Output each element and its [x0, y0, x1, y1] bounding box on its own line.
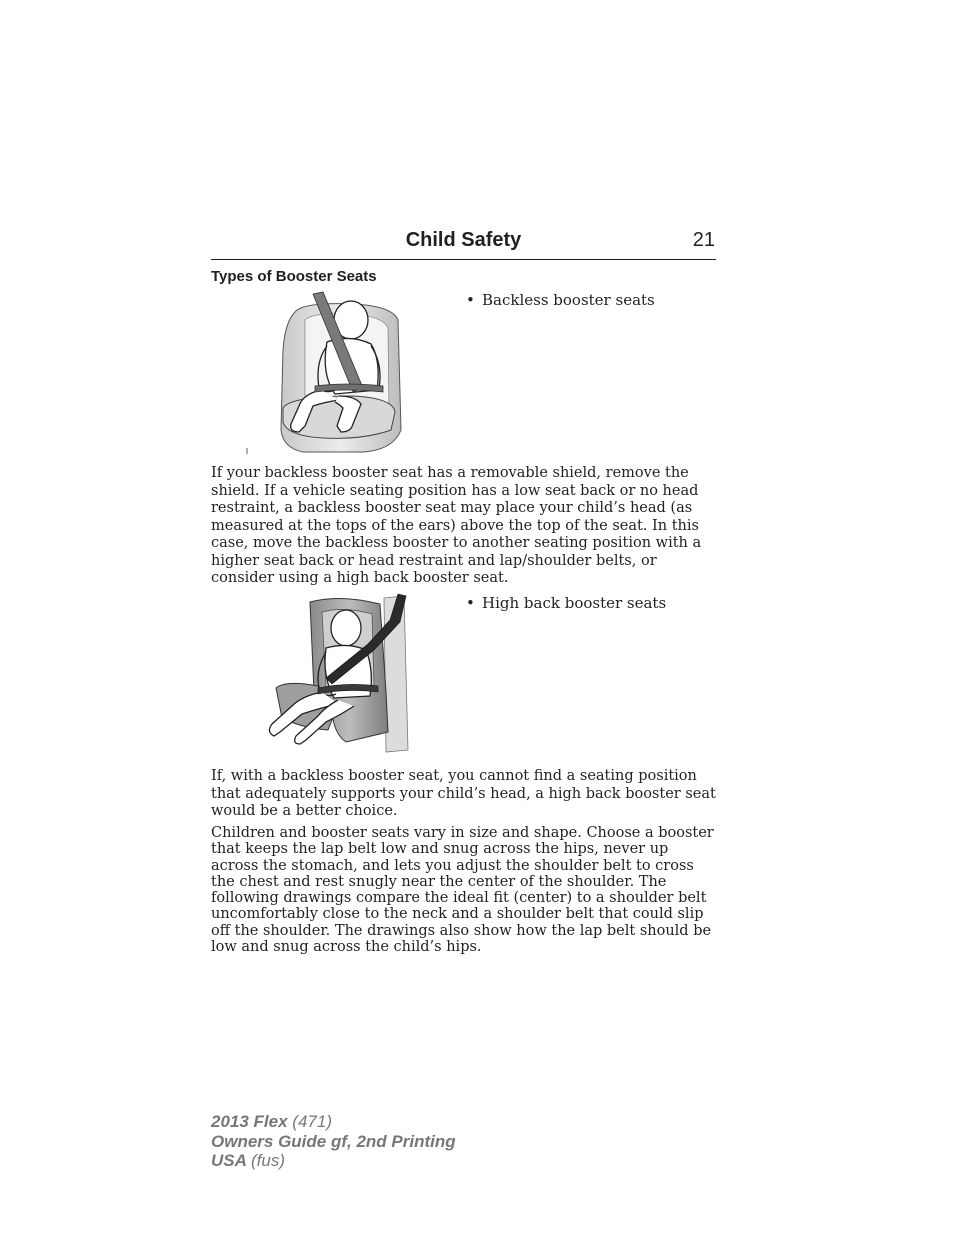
subheading: Types of Booster Seats: [211, 268, 377, 285]
footer-line-market: USA (fus): [211, 1151, 285, 1170]
backless-booster-illustration: [243, 290, 403, 458]
bullet-dot: •: [466, 291, 475, 309]
bullet-backless-booster: [466, 291, 655, 309]
paragraph-booster-fit: Children and booster seats vary in size and shape. Choose a booster that keeps the lap belt low and snug across the hips, never up across the stomach, and lets you adjust the shoulder belt to cross the chest and rest snugly near the center of the shoulder. The following drawings compare the ideal fit (center) to a shoulder belt uncomfortably close to the neck and a shoulder belt that could slip off the shoulder. The drawings also show how the lap belt should be low and snug across the child’s hips.: [211, 825, 714, 956]
page-number: 21: [692, 229, 715, 251]
bullet-dot: •: [466, 594, 475, 612]
paragraph-head-support: If, with a backless booster seat, you cannot find a seating position that adequately supports your child’s head, a high back booster seat would be a better choice.: [211, 768, 716, 819]
footer-line-model: 2013 Flex (471): [211, 1112, 332, 1131]
bullet-label: High back booster seats: [482, 594, 667, 612]
page-footer: [211, 1112, 456, 1171]
paragraph-removable-shield: If your backless booster seat has a removable shield, remove the shield. If a vehicle seating position has a low seat back or no head restraint, a backless booster seat may place your child’s head (as measured at the tops of the ears) above the top of the seat. In this case, move the backless booster to another seating position with a higher seat back or head restraint and lap/shoulder belts, or consider using a high back booster seat.: [211, 465, 702, 586]
bullet-label: Backless booster seats: [482, 291, 655, 309]
bullet-high-back-booster: [466, 594, 666, 612]
footer-line-guide: Owners Guide gf, 2nd Printing: [211, 1131, 456, 1151]
page-header: [211, 229, 716, 260]
high-back-booster-illustration: [262, 592, 412, 754]
section-title: Child Safety: [405, 229, 522, 251]
